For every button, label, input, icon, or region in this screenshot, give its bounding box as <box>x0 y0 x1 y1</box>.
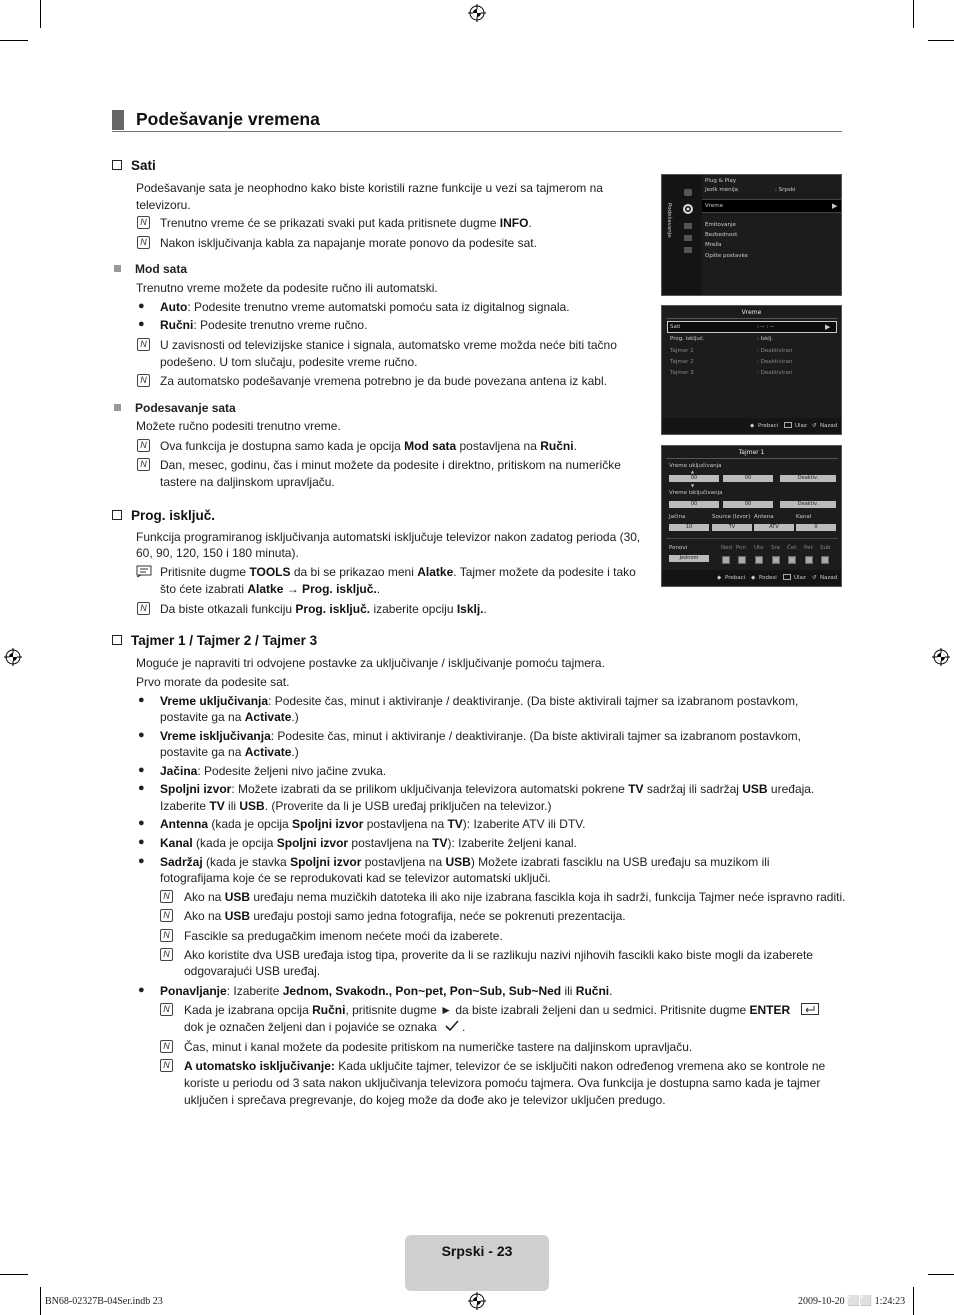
registration-mark-icon <box>4 648 22 666</box>
tv-screen-settings-menu <box>661 174 842 296</box>
tajmer-bullet-7a: Sadržaj (kada je stavka Spoljni izvor postavljena na USB) Možete izabrati fasciklu na USB uređaju sa muzikom ili <box>160 855 770 869</box>
menu-item-bezbednost[interactable]: Bezbednost <box>705 232 738 238</box>
divider <box>666 538 838 539</box>
tools-icon <box>136 565 152 578</box>
file-info: BN68-02327B-04Ser.indb 23 <box>45 1296 163 1307</box>
tajmer-note-5b: dok je označen željeni dan i pojaviće se oznaka <box>184 1020 437 1034</box>
tajmer-paragraph-1: Moguće je napraviti tri odvojene postavke za uključivanje / isključivanje pomoću tajmera. <box>136 656 605 670</box>
podesavanje-sata-heading: Podesavanje sata <box>114 401 236 415</box>
row-label-tajmer1[interactable]: Tajmer 1 <box>670 348 694 354</box>
tajmer-bullet-6: Kanal (kada je opcija Spoljni izvor postavljena na TV): Izaberite željeni kanal. <box>160 836 577 850</box>
mod-bullet-auto: Auto: Podesite trenutno vreme automatski pomoću sata iz digitalnog signala. <box>160 300 570 314</box>
footer-nazad: Nazad <box>820 575 838 581</box>
pod-paragraph: Možete ručno podesiti trenutno vreme. <box>136 419 341 433</box>
page-number-tab <box>405 1235 549 1291</box>
crop-mark <box>0 1274 28 1275</box>
day-checkbox[interactable] <box>722 556 730 564</box>
checkmark-icon <box>445 1020 459 1032</box>
note-icon: N <box>137 458 150 471</box>
crop-mark <box>40 0 41 28</box>
footer-nazad: Nazad <box>820 423 838 429</box>
menu-item-jezik[interactable]: Jezik menija <box>705 187 739 193</box>
row-value-prog: : Isklj. <box>757 336 774 342</box>
tv-screen-vreme <box>661 305 842 435</box>
return-icon: ↺ <box>812 575 817 581</box>
col-label-kanal: Kanal <box>796 514 812 520</box>
note-icon: N <box>160 1003 173 1016</box>
tajmer-bullet-4b: Izaberite TV ili USB. (Proverite da li je USB uređaj priključen na televizor.) <box>160 799 552 813</box>
page-title-bar <box>112 108 842 132</box>
on-minute-field[interactable]: 00 <box>723 475 773 482</box>
tajmer-bullet-4a: Spoljni izvor: Možete izabrati da se prilikom uključivanja televizora automatski pokrene TV sadržaj ili sadržaj USB uređaja. <box>160 782 815 796</box>
day-checkbox[interactable] <box>738 556 746 564</box>
row-label-sati[interactable]: Sati <box>670 324 681 330</box>
row-value-sati: : -- : -- <box>757 324 774 330</box>
divider <box>666 458 838 459</box>
note-icon: N <box>137 338 150 351</box>
tajmer-note-5a: Kada je izabrana opcija Ručni, pritisnite dugme ► da biste izabrali željeni dan u sedmici. Pritisnite dugme ENTER <box>184 1003 791 1017</box>
on-activate-field[interactable]: Deaktiv. <box>780 475 836 482</box>
note-icon: N <box>137 216 150 229</box>
row-value-tajmer1: : Deaktiviran <box>757 348 793 354</box>
pod-note-2b: tastere na daljinskom upravljaču. <box>160 475 335 489</box>
input-icon <box>684 223 692 229</box>
note-icon: N <box>160 1059 173 1072</box>
crop-mark <box>913 0 914 28</box>
day-checkbox[interactable] <box>772 556 780 564</box>
updown-icon: ◆ <box>751 575 756 581</box>
sidebar-label: Podešavanje <box>666 203 672 238</box>
heading-text: Sati <box>131 158 156 173</box>
enter-icon <box>801 1003 819 1015</box>
mod-paragraph: Trenutno vreme možete da podesite ručno ili automatski. <box>136 281 438 295</box>
bullet-icon: ● <box>138 729 145 741</box>
tajmer-note-7c: uključen i sprečava pregrevanje, do kojeg može da dođe ako je televizor uključen predugo. <box>184 1093 666 1107</box>
day-label-sre: Sre <box>771 545 781 551</box>
day-checkbox[interactable] <box>755 556 763 564</box>
divider <box>666 318 838 319</box>
on-hour-field[interactable]: 00 <box>669 475 719 482</box>
note-icon: N <box>160 929 173 942</box>
day-label-pon: Pon <box>736 545 746 551</box>
row-label-prog[interactable]: Prog. isključ. <box>670 336 705 342</box>
prog-paragraph-a: Funkcija programiranog isključivanja automatski isključuje televizor nakon zadatog perioda (30, <box>136 530 641 544</box>
source-field[interactable]: TV <box>712 524 752 531</box>
crop-mark <box>40 1287 41 1315</box>
tajmer-note-4a: Ako koristite dva USB uređaja istog tipa, proverite da li se razlikuju nazivi njihovih fascikli kako biste mogli da izaberete <box>184 948 813 962</box>
tajmer-bullet-7b: fotografijama koje će se reprodukovati kad se televizor automatski uključi. <box>160 871 551 885</box>
channel-field[interactable]: 0 <box>796 524 836 531</box>
menu-item-vreme[interactable]: Vreme <box>705 203 724 209</box>
tv-screen-tajmer <box>661 445 842 587</box>
footer-podesi: Podesi <box>759 575 777 581</box>
note-icon: N <box>137 602 150 615</box>
section-prog-heading: Prog. isključ. <box>112 508 215 523</box>
tajmer-note-7a: A utomatsko isključivanje: Kada uključite tajmer, televizor će se isključiti nakon određenog vremena ako se kontrole ne <box>184 1059 826 1073</box>
menu-item-mreza[interactable]: Mreža <box>705 242 722 248</box>
application-icon <box>684 235 692 241</box>
mod-note-1b: podešeno. U tom slučaju, podesite vreme ručno. <box>160 355 418 369</box>
square-bullet-icon <box>114 404 121 411</box>
bullet-icon: ● <box>138 984 145 996</box>
row-value-tajmer3: : Deaktiviran <box>757 370 793 376</box>
menu-value-jezik: : Srpski <box>775 187 796 193</box>
repeat-label: Ponovi <box>669 545 688 551</box>
menu-item-plug-play[interactable]: Plug & Play <box>705 178 737 184</box>
on-time-label: Vreme uključivanja <box>669 463 722 469</box>
mod-note-1a: U zavisnosti od televizijske stanice i signala, automatsko vreme možda neće biti tačno <box>160 338 617 352</box>
registration-mark-icon <box>468 4 486 22</box>
title-marker <box>112 110 124 130</box>
day-label-cet: Čet <box>787 545 797 551</box>
gear-icon <box>681 202 695 216</box>
bullet-icon: ● <box>138 694 145 706</box>
note-icon: N <box>160 890 173 903</box>
registration-mark-icon <box>932 648 950 666</box>
col-label-source: Source (Izvor) <box>712 514 751 520</box>
updown-icon: ◆ <box>750 423 755 429</box>
screen-header: Vreme <box>741 309 762 316</box>
tajmer-note-3: Fascikle sa predugačkim imenom nećete moći da izaberete. <box>184 929 503 943</box>
off-minute-field[interactable]: 00 <box>723 501 773 508</box>
pod-note-2a: Dan, mesec, godinu, čas i minut možete da podesite i direktno, pritiskom na numeričke <box>160 458 621 472</box>
col-label-antena: Antena <box>754 514 774 520</box>
note-icon: N <box>160 948 173 961</box>
square-bullet-icon <box>114 265 121 272</box>
note-icon: N <box>137 236 150 249</box>
crop-mark <box>913 1287 914 1315</box>
note-icon: N <box>137 374 150 387</box>
menu-item-emitovanje[interactable]: Emitovanje <box>705 222 736 228</box>
support-icon <box>684 247 692 253</box>
footer-prebaci: Prebaci <box>758 423 779 429</box>
tajmer-note-5b-end: . <box>462 1020 466 1034</box>
antenna-field[interactable]: ATV <box>754 524 794 531</box>
note-icon: N <box>160 909 173 922</box>
day-label-ned: Ned <box>721 545 732 551</box>
bullet-icon: ● <box>138 836 145 848</box>
tajmer-bullet-1a: Vreme uključivanja: Podesite čas, minut i aktiviranje / deaktiviranje. (Da biste aktivirali tajmer sa izabranom postavkom, <box>160 694 799 708</box>
sati-note-2: Nakon isključivanja kabla za napajanje morate ponovo da podesite sat. <box>160 236 537 250</box>
bullet-icon: ● <box>138 764 145 776</box>
bullet-icon: ● <box>138 300 145 312</box>
screen-header: Tajmer 1 <box>738 449 765 456</box>
bullet-icon: ● <box>138 817 145 829</box>
section-tajmer-heading: Tajmer 1 / Tajmer 2 / Tajmer 3 <box>112 633 317 648</box>
prog-note-1b: što ćete izabrati Alatke → Prog. isključ.. <box>160 582 381 596</box>
crop-mark <box>0 40 28 41</box>
sati-paragraph: Podešavanje sata je neophodno kako biste koristili razne funkcije u vezi sa tajmerom na televizoru. <box>136 181 603 212</box>
footer-ulaz: Ulaz <box>795 423 807 429</box>
note-icon: N <box>137 439 150 452</box>
row-label-tajmer3[interactable]: Tajmer 3 <box>670 370 694 376</box>
tajmer-note-1: Ako na USB uređaju nema muzičkih datoteka ili ako nije izabrana fascikla koja ih sadrži, funkcija Tajmer neće ispravno raditi. <box>184 890 846 904</box>
tajmer-bullet-5: Antenna (kada je opcija Spoljni izvor postavljena na TV): Izaberite ATV ili DTV. <box>160 817 586 831</box>
tajmer-paragraph-2: Prvo morate da podesite sat. <box>136 675 290 689</box>
tajmer-bullet-2a: Vreme isključivanja: Podesite čas, minut i aktiviranje / deaktiviranje. (Da biste aktivirali tajmer sa izabranom postavkom, <box>160 729 801 743</box>
off-activate-field[interactable]: Deaktiv. <box>780 501 836 508</box>
tajmer-note-6: Čas, minut i kanal možete da podesite pritiskom na numeričke tastere na daljinskom upravljaču. <box>184 1040 693 1054</box>
bullet-icon: ● <box>138 318 145 330</box>
mod-note-2: Za automatsko podešavanje vremena potrebno je da bude povezana antena iz kabl. <box>160 374 607 388</box>
day-checkbox[interactable] <box>821 556 829 564</box>
arrow-right-icon: ▶ <box>832 202 838 210</box>
tajmer-bullet-8: Ponavljanje: Izaberite Jednom, Svakodn., Pon~pet, Pon~Sub, Sub~Ned ili Ručni. <box>160 984 613 998</box>
footer-ulaz: Ulaz <box>794 575 806 581</box>
day-label-sub: Sub <box>820 545 831 551</box>
checkbox-icon <box>112 635 122 645</box>
bullet-icon: ● <box>138 855 145 867</box>
day-label-pet: Pet <box>804 545 813 551</box>
note-icon: N <box>160 1040 173 1053</box>
pod-note-1: Ova funkcija je dostupna samo kada je opcija Mod sata postavljena na Ručni. <box>160 439 577 453</box>
footer-prebaci: Prebaci <box>725 575 746 581</box>
tajmer-note-7b: koriste u periodu od 3 sata nakon uključivanja televizora pomoću tajmera. Ova funkcija je dostupna samo kada je tajmer <box>184 1076 821 1090</box>
crop-mark <box>928 1274 954 1275</box>
checkbox-icon <box>112 160 122 170</box>
off-hour-field[interactable]: 00 <box>669 501 719 508</box>
up-arrow-icon: ▲ <box>691 469 695 474</box>
mod-sata-heading: Mod sata <box>114 262 187 276</box>
enter-icon <box>783 574 791 580</box>
crop-mark <box>928 40 954 41</box>
row-label-tajmer2[interactable]: Tajmer 2 <box>670 359 694 365</box>
checkbox-icon <box>112 510 122 520</box>
tajmer-note-2: Ako na USB uređaju postoji samo jedna fotografija, neće se pokrenuti prezentacija. <box>184 909 626 923</box>
registration-mark-icon <box>468 1292 486 1310</box>
tajmer-bullet-1b: postavite ga na Activate.) <box>160 710 299 724</box>
enter-icon <box>784 422 792 428</box>
day-label-uto: Uto <box>754 545 764 551</box>
page-title: Podešavanje vremena <box>136 109 320 129</box>
return-icon: ↺ <box>812 423 817 429</box>
menu-item-opste[interactable]: Opšte postavke <box>705 253 748 259</box>
page-number: Srpski - 23 <box>441 1243 513 1259</box>
print-date: 2009-10-20 ⬜⬜ 1:24:23 <box>798 1296 906 1307</box>
arrow-right-icon: ▶ <box>825 323 831 331</box>
off-time-label: Vreme isključivanja <box>669 490 723 496</box>
col-label-jacina: Jačina <box>669 514 686 520</box>
row-value-tajmer2: : Deaktiviran <box>757 359 793 365</box>
tajmer-note-4b: odgovarajući USB uređaj. <box>184 964 321 978</box>
volume-field[interactable]: 10 <box>669 524 709 531</box>
prog-note-2: Da biste otkazali funkciju Prog. isključ. izaberite opciju Isklj.. <box>160 602 487 616</box>
row-highlight[interactable] <box>667 321 837 333</box>
sati-note-1: Trenutno vreme će se prikazati svaki put kada pritisnete dugme INFO. <box>160 216 532 230</box>
tajmer-bullet-2b: postavite ga na Activate.) <box>160 745 299 759</box>
prog-paragraph-b: 60, 90, 120, 150 i 180 minuta). <box>136 546 299 560</box>
mod-bullet-rucni: Ručni: Podesite trenutno vreme ručno. <box>160 318 368 332</box>
down-arrow-icon: ▼ <box>691 483 695 488</box>
picture-icon <box>684 189 692 196</box>
bullet-icon: ● <box>138 782 145 794</box>
section-sati-heading <box>112 158 156 173</box>
leftright-icon: ◆ <box>717 575 722 581</box>
repeat-field[interactable]: Jednom <box>669 555 709 562</box>
tajmer-bullet-3: Jačina: Podesite željeni nivo jačine zvuka. <box>160 764 387 778</box>
day-checkbox[interactable] <box>788 556 796 564</box>
prog-note-1a: Pritisnite dugme TOOLS da bi se prikazao meni Alatke. Tajmer možete da podesite i tako <box>160 565 636 579</box>
day-checkbox[interactable] <box>805 556 813 564</box>
